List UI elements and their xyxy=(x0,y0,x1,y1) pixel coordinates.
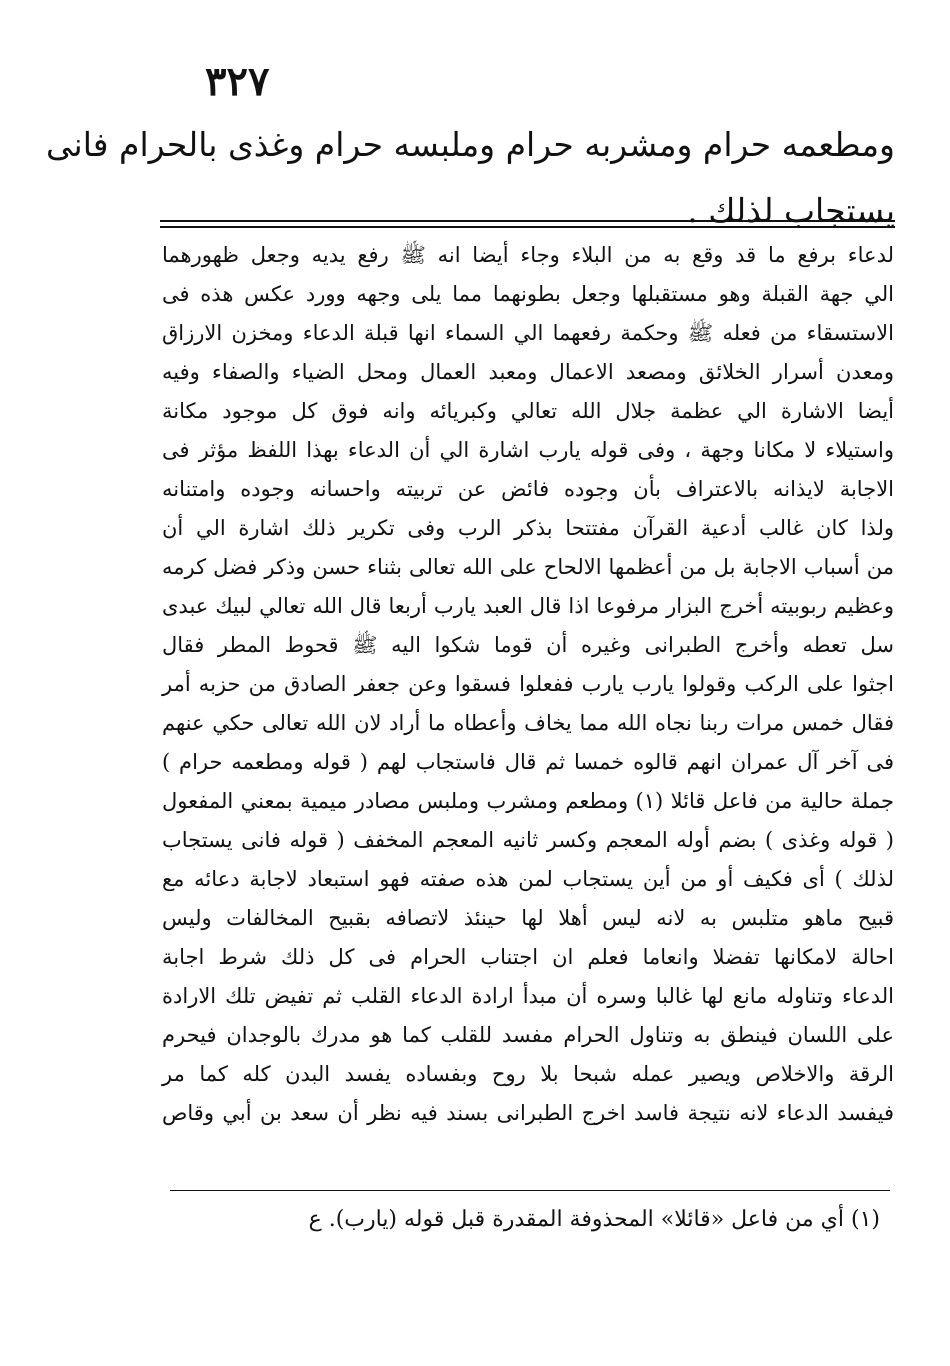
footnote: (١) أي من فاعل «قائلا» المحذوفة المقدرة قبل قوله (يارب). ع xyxy=(308,1207,880,1232)
commentary-line: فى آخر آل عمران انهم قالوه خمسا ثم قال فاستجاب لهم ( قوله ومطعمه حرام ) xyxy=(162,750,894,774)
commentary-line: لذلك ) أى فكيف أو من أين يستجاب لمن هذه صفته فهو استبعاد لاجابة دعائه مع xyxy=(162,867,894,891)
commentary-line: أيضا الاشارة الي عظمة جلال الله تعالي وكبريائه وانه فوق كل موجود مكانة xyxy=(162,399,894,423)
commentary-line: قبيح ماهو متلبس به لانه ليس أهلا لها حينئذ لاتصافه بقبيح المخالفات وليس xyxy=(162,906,894,930)
commentary-line: احالة لامكانها تفضلا وانعاما فعلم ان اجتناب الحرام فى كل ذلك شرط اجابة xyxy=(162,945,894,969)
page-number: ٣٢٧ xyxy=(205,58,270,105)
commentary-line: الدعاء وتناوله مانع لها غالبا وسره أن مبدأ ارادة الدعاء القلب ثم تفيض تلك الارادة xyxy=(162,984,894,1008)
commentary-line: الاستسقاء من فعله ﷺ وحكمة رفعهما الي السماء انها قبلة الدعاء ومخزن الارزاق xyxy=(162,321,894,345)
footnote-divider xyxy=(170,1190,890,1191)
header-divider xyxy=(160,220,895,222)
commentary-line: ( قوله وغذى ) بضم أوله المعجم وكسر ثانيه المعجم المخفف ( قوله فانى يستجاب xyxy=(162,828,894,852)
commentary-line: سل تعطه وأخرج الطبرانى وغيره أن قوما شكوا اليه ﷺ قحوط المطر فقال xyxy=(162,633,894,657)
hadith-text-block xyxy=(46,112,895,244)
commentary-line: فيفسد الدعاء لانه نتيجة فاسد اخرج الطبرانى بسند فيه نظر أن سعد بن أبي وقاص xyxy=(162,1101,894,1125)
commentary-line: الرقة والاخلاص ويصير عمله شبحا بلا روح وبفساده يفسد البدن كله كما مر xyxy=(162,1062,894,1086)
commentary-line: اجثوا على الركب وقولوا يارب يارب ففعلوا فسقوا وعن جعفر الصادق من حزبه أمر xyxy=(162,672,894,696)
commentary-line: من أسباب الاجابة بل من أعظمها الالحاح على الله تعالى بثناء حسن وذكر فضل كرمه xyxy=(162,555,894,579)
commentary-line: جملة حالية من فاعل قائلا (١) ومطعم ومشرب وملبس مصادر ميمية بمعني المفعول xyxy=(162,789,894,813)
commentary-line: ولذا كان غالب أدعية القرآن مفتتحا بذكر الرب وفى تكرير ذلك اشارة الي أن xyxy=(162,516,894,540)
commentary-line: لدعاء برفع ما قد وقع به من البلاء وجاء أيضا انه ﷺ رفع يديه وجعل ظهورهما xyxy=(162,243,894,267)
commentary-line: ومعدن أسرار الخلائق ومصعد الاعمال ومعبد العمال ومحل الضياء والصفاء وفيه xyxy=(162,360,894,384)
commentary-line: فقال خمس مرات ربنا نجاه الله مما يخاف وأعطاه ما أراد لان الله تعالى حكي عنهم xyxy=(162,711,894,735)
hadith-text-line: يستجاب لذلك . xyxy=(687,191,895,230)
commentary-line: على اللسان فينطق به وتناول الحرام مفسد للقلب كما هو مدرك بالوجدان فيحرم xyxy=(162,1023,894,1047)
commentary-block xyxy=(162,236,894,1133)
commentary-line: الي جهة القبلة وهو مستقبلها وجعل بطونهما مما يلى وجهه وورد عكس هذه فى xyxy=(162,282,894,306)
commentary-line: الاجابة لايذانه بالاعتراف بأن وجوده فائض عن تربيته واحسانه وجوده وامتنانه xyxy=(162,477,894,501)
hadith-text-line: ومطعمه حرام ومشربه حرام وملبسه حرام وغذى بالحرام فانى xyxy=(46,125,895,164)
commentary-line: واستيلاء لا مكانا وجهة ، وفى قوله يارب اشارة الي أن الدعاء بهذا اللفظ مؤثر فى xyxy=(162,438,894,462)
header-divider xyxy=(160,226,895,228)
commentary-line: وعظيم ربوبيته أخرج البزار مرفوعا اذا قال العبد يارب أربعا قال الله تعالي لبيك عبدى xyxy=(162,594,894,618)
